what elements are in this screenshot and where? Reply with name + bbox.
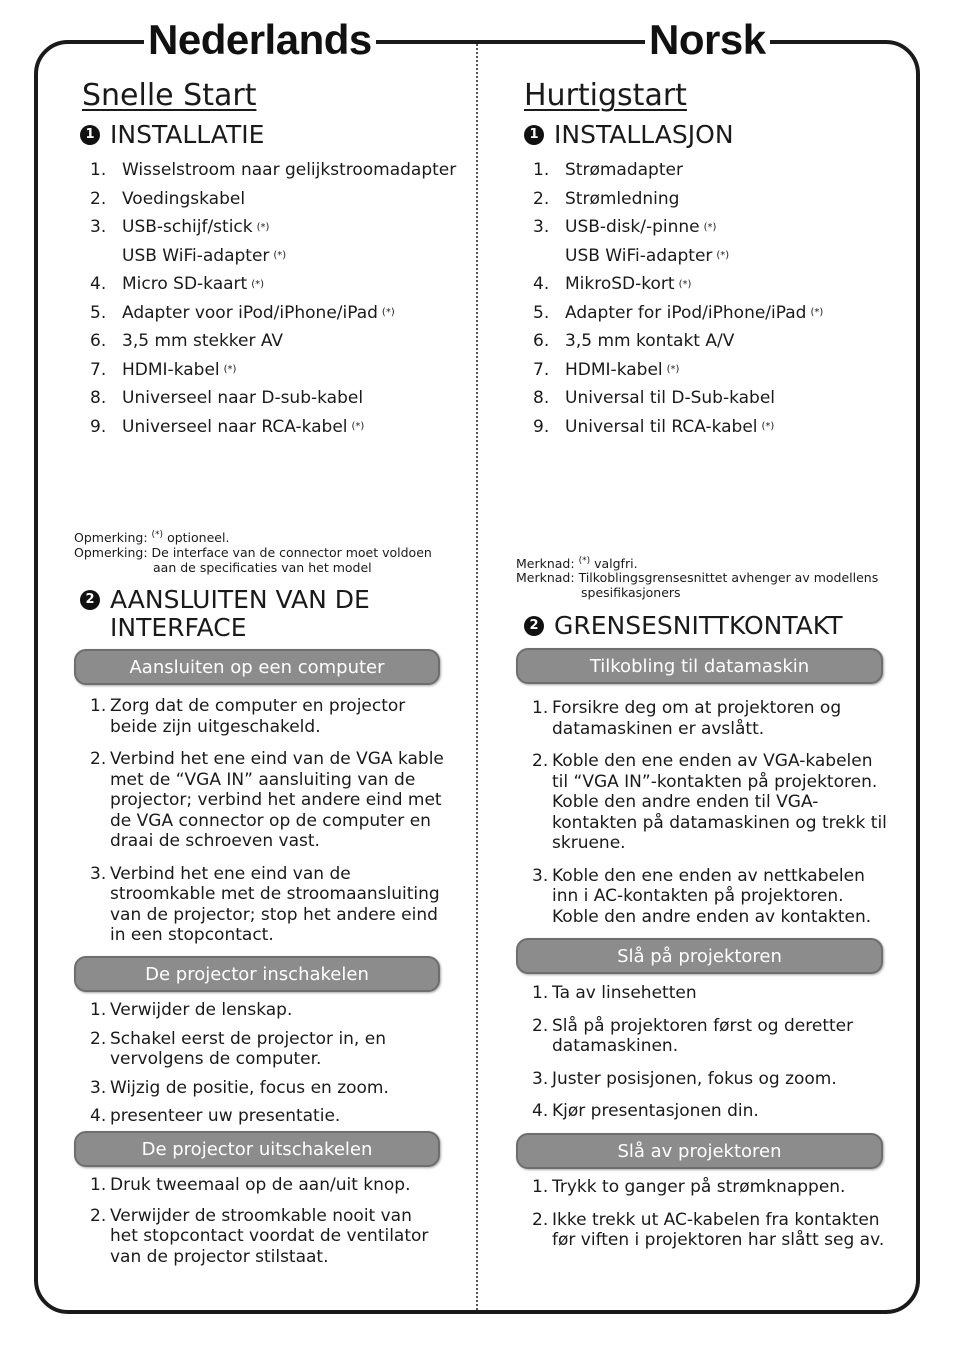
item-number: 5. xyxy=(90,302,107,323)
pill-connect-computer: Tilkobling til datamaskin xyxy=(516,648,883,684)
note-text: spesifikasjoners xyxy=(581,585,681,600)
section-number-icon: 2 xyxy=(524,616,544,636)
optional-mark: (*) xyxy=(810,307,824,319)
step-text: Juster posisjonen, fokus og zoom. xyxy=(552,1068,837,1089)
note-interface xyxy=(74,545,464,574)
item-text: USB-disk/-pinne xyxy=(565,217,700,238)
note-text: valgfri. xyxy=(594,556,638,572)
item-text: Adapter for iPod/iPhone/iPad xyxy=(565,302,807,323)
optional-mark: (*) xyxy=(716,250,730,262)
list-item xyxy=(74,356,474,385)
title-line: INTERFACE xyxy=(110,613,247,642)
step-text: Ta av linsehetten xyxy=(552,983,697,1003)
item-text: USB WiFi-adapter xyxy=(565,245,713,266)
power-off-steps-list xyxy=(74,1175,444,1277)
list-item xyxy=(74,413,474,442)
item-text: Voedingskabel xyxy=(122,188,246,209)
step-text: Koble den ene enden av nettkabelen inn i AC-kontakten på projektoren. Koble den andre enden av kontakten. xyxy=(552,865,872,927)
list-item xyxy=(517,327,897,356)
optional-mark: (*) xyxy=(678,278,692,290)
optional-mark: (*) xyxy=(351,421,365,433)
item-number: 8. xyxy=(90,388,107,409)
quick-start-title: Hurtigstart xyxy=(524,78,687,113)
section-interface-title xyxy=(80,586,370,642)
step-number: 4. xyxy=(532,1101,549,1121)
step-item xyxy=(516,751,888,854)
step-number: 2. xyxy=(532,751,549,771)
list-item xyxy=(74,327,474,356)
item-text: MikroSD-kort xyxy=(565,274,675,295)
optional-mark: (*) xyxy=(703,221,717,233)
list-item xyxy=(517,299,897,328)
section-title-text: GRENSESNITTKONTAKT xyxy=(554,611,843,640)
column-divider xyxy=(476,44,478,1310)
connect-steps-list xyxy=(516,698,888,939)
list-item xyxy=(74,185,474,214)
step-text: Verwijder de stroomkable nooit van het stopcontact voordat de ventilator van de projector stilstaat. xyxy=(110,1205,429,1267)
step-item xyxy=(516,698,888,739)
pill-connect-computer: Aansluiten op een computer xyxy=(74,649,440,685)
item-text: Wisselstroom naar gelijkstroomadapter xyxy=(122,160,457,181)
item-number: 4. xyxy=(533,274,550,295)
optional-mark: (*) xyxy=(256,221,270,233)
pill-projector-on: De projector inschakelen xyxy=(74,956,440,992)
item-number: 2. xyxy=(90,188,107,209)
optional-mark: (*) xyxy=(223,364,237,376)
power-on-steps-list xyxy=(74,1000,444,1135)
step-text: Druk tweemaal op de aan/uit knop. xyxy=(110,1175,411,1195)
section-number-icon: 1 xyxy=(524,125,544,145)
step-item xyxy=(74,1078,444,1099)
step-number: 3. xyxy=(532,1068,549,1089)
item-text: Adapter voor iPod/iPhone/iPad xyxy=(122,302,378,323)
step-text: Slå på projektoren først og deretter datamaskinen. xyxy=(552,1015,854,1056)
item-text: Universeel naar RCA-kabel xyxy=(122,416,348,437)
section-title-text: INSTALLASJON xyxy=(554,120,734,149)
item-text: Strømledning xyxy=(565,188,680,209)
step-item xyxy=(516,1016,888,1057)
step-text: Trykk to ganger på strømknappen. xyxy=(552,1177,846,1197)
step-text: Zorg dat de computer en projector beide zijn uitgeschakeld. xyxy=(110,696,406,737)
step-text: Koble den ene enden av VGA-kabelen til “VGA IN”-kontakten på projektoren. Koble den andre enden til VGA-kontakten på datamaskinen og trekk til skruene. xyxy=(552,751,887,853)
installation-list xyxy=(517,156,897,441)
step-text: Kjør presentasjonen din. xyxy=(552,1101,759,1121)
item-text: 3,5 mm stekker AV xyxy=(122,331,284,352)
note-label: Merknad: xyxy=(516,556,575,572)
list-item xyxy=(517,384,897,413)
note-label: Merknad: xyxy=(516,570,575,585)
item-number: 1. xyxy=(533,160,550,181)
section-installation-title xyxy=(524,121,734,149)
note-interface xyxy=(516,570,896,599)
note-label: Opmerking: xyxy=(74,545,148,560)
note-label: Opmerking: xyxy=(74,530,148,546)
item-number: 3. xyxy=(90,217,107,238)
step-number: 2. xyxy=(532,1015,549,1036)
list-item xyxy=(74,384,474,413)
step-number: 3. xyxy=(90,863,107,884)
section-number-icon: 1 xyxy=(80,125,100,145)
list-item xyxy=(517,185,897,214)
step-number: 2. xyxy=(90,1028,107,1049)
step-item xyxy=(516,1101,888,1122)
item-number: 9. xyxy=(90,416,107,437)
item-number: 7. xyxy=(533,359,550,380)
item-number: 3. xyxy=(533,217,550,238)
item-text: HDMI-kabel xyxy=(565,359,663,380)
note-optional xyxy=(74,527,229,546)
step-number: 4. xyxy=(90,1106,107,1126)
section-number-icon: 2 xyxy=(80,590,100,610)
item-number: 9. xyxy=(533,416,550,437)
step-text: Wijzig de positie, focus en zoom. xyxy=(110,1077,389,1098)
list-item xyxy=(517,213,897,242)
step-number: 3. xyxy=(532,865,549,886)
list-item xyxy=(517,413,897,442)
language-title-left: Nederlands xyxy=(144,14,376,66)
pill-projector-off: Slå av projektoren xyxy=(516,1133,883,1169)
step-item xyxy=(74,1206,444,1268)
step-text: Verwijder de lenskap. xyxy=(110,1000,293,1020)
step-number: 1. xyxy=(90,696,107,716)
step-item xyxy=(74,696,444,737)
step-number: 2. xyxy=(90,1205,107,1226)
step-text: Verbind het ene eind van de VGA kable met de “VGA IN” aansluiting van de projector; verbind het andere eind met de VGA connector op de computer en draai de schroeven vast. xyxy=(110,749,444,851)
note-text: De interface van de connector moet voldoen xyxy=(151,545,432,560)
item-number: 4. xyxy=(90,274,107,295)
optional-mark: (*) xyxy=(578,556,591,566)
item-text: USB-schijf/stick xyxy=(122,217,253,238)
section-title-text: INSTALLATIE xyxy=(110,120,265,149)
item-text: 3,5 mm kontakt A/V xyxy=(565,331,735,352)
quick-start-title: Snelle Start xyxy=(82,78,257,113)
step-text: presenteer uw presentatie. xyxy=(110,1106,341,1126)
step-text: Forsikre deg om at projektoren og datamaskinen er avslått. xyxy=(552,698,842,739)
optional-mark: (*) xyxy=(251,278,265,290)
step-number: 2. xyxy=(532,1209,549,1230)
item-number: 2. xyxy=(533,188,550,209)
step-text: Ikke trekk ut AC-kabelen fra kontakten før viften i projektoren har slått seg av. xyxy=(552,1209,885,1250)
optional-mark: (*) xyxy=(761,421,775,433)
power-off-steps-list xyxy=(516,1177,888,1263)
step-number: 1. xyxy=(532,698,549,718)
step-number: 1. xyxy=(90,1175,107,1195)
list-item xyxy=(74,270,474,299)
installation-list xyxy=(74,156,474,441)
step-item xyxy=(74,864,444,946)
pill-projector-off: De projector uitschakelen xyxy=(74,1131,440,1167)
step-item xyxy=(516,1177,888,1198)
section-interface-title xyxy=(524,612,843,640)
step-item xyxy=(516,983,888,1004)
item-text: Universal til RCA-kabel xyxy=(565,416,758,437)
item-number: 7. xyxy=(90,359,107,380)
item-text: Micro SD-kaart xyxy=(122,274,248,295)
list-item xyxy=(74,156,474,185)
note-text: optioneel. xyxy=(167,530,230,546)
list-item xyxy=(74,299,474,328)
note-text: Tilkoblingsgrensesnittet avhenger av modellens xyxy=(578,570,879,585)
list-item xyxy=(517,270,897,299)
step-item xyxy=(516,1069,888,1090)
item-text: HDMI-kabel xyxy=(122,359,220,380)
step-text: Schakel eerst de projector in, en vervolgens de computer. xyxy=(110,1028,386,1069)
step-text: Verbind het ene eind van de stroomkable met de stroomaansluiting van de projector; stop het andere eind in een stopcontact. xyxy=(110,863,440,945)
optional-mark: (*) xyxy=(273,250,287,262)
optional-mark: (*) xyxy=(151,530,164,540)
step-number: 2. xyxy=(90,749,107,769)
item-text: Universal til D-Sub-kabel xyxy=(565,388,776,409)
section-installation-title xyxy=(80,121,264,149)
optional-mark: (*) xyxy=(381,307,395,319)
list-item xyxy=(517,242,897,271)
step-item xyxy=(516,866,888,928)
item-number: 6. xyxy=(533,331,550,352)
note-text: aan de specificaties van het model xyxy=(153,560,372,575)
title-line: AANSLUITEN VAN DE xyxy=(110,585,370,614)
step-item xyxy=(74,1029,444,1070)
connect-steps-list xyxy=(74,696,444,958)
step-item xyxy=(74,1106,444,1127)
item-text: USB WiFi-adapter xyxy=(122,245,270,266)
pill-projector-on: Slå på projektoren xyxy=(516,938,883,974)
step-item xyxy=(516,1210,888,1251)
item-text: Strømadapter xyxy=(565,160,683,181)
list-item xyxy=(74,242,474,271)
step-number: 1. xyxy=(532,983,549,1003)
power-on-steps-list xyxy=(516,983,888,1134)
language-title-right: Norsk xyxy=(645,14,770,66)
step-number: 1. xyxy=(532,1177,549,1197)
section-title-text xyxy=(110,586,370,642)
item-number: 8. xyxy=(533,388,550,409)
item-text: Universeel naar D-sub-kabel xyxy=(122,388,364,409)
optional-mark: (*) xyxy=(666,364,680,376)
step-item xyxy=(74,1175,444,1196)
item-number: 5. xyxy=(533,302,550,323)
step-number: 3. xyxy=(90,1077,107,1098)
list-item xyxy=(517,156,897,185)
item-number: 1. xyxy=(90,160,107,181)
item-number: 6. xyxy=(90,331,107,352)
step-item xyxy=(74,1000,444,1021)
list-item xyxy=(74,213,474,242)
list-item xyxy=(517,356,897,385)
step-number: 1. xyxy=(90,1000,107,1020)
step-item xyxy=(74,749,444,852)
